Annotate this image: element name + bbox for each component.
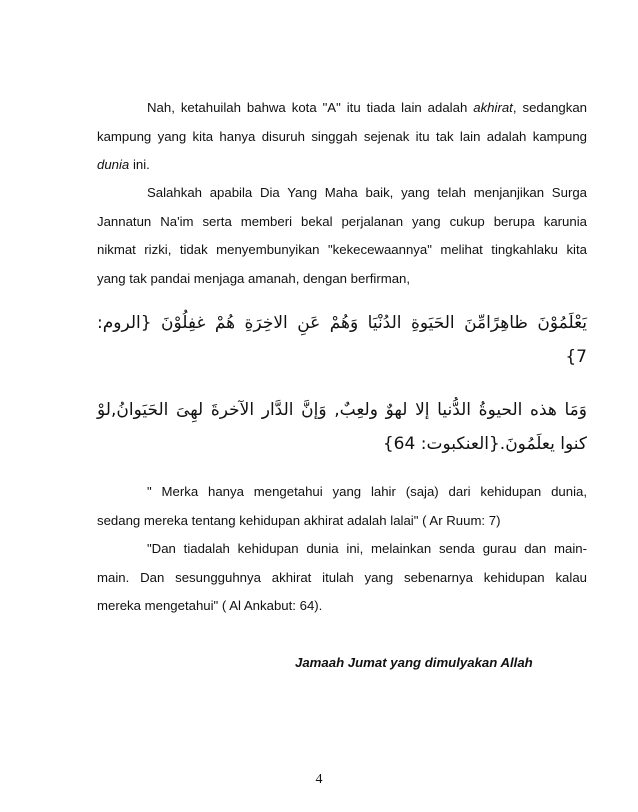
paragraph-1 xyxy=(97,94,587,180)
arabic-verse-ar-rum-line-1: يَعْلَمُوْنَ ظاهِرًامِّنَ الحَيَوةِ الدُنْيَا وَهُمْ عَنِ الاخِرَةِ هُمْ غفِلُوْنَ {الروم: xyxy=(97,313,587,333)
emphasis-dunia: dunia xyxy=(97,157,130,172)
arabic-verse-al-ankabut-line-2: كنوا يعلَمُونَ.{العنكبوت: 64} xyxy=(382,434,587,454)
paragraph-2-line-3: nikmat rizki, tidak menyembunyikan "kekecewaannya" melihat tingkahlaku kita xyxy=(97,242,587,257)
paragraph-1-line-1: Nah, ketahuilah bahwa kota "A" itu tiada lain adalah akhirat, sedangkan xyxy=(147,100,587,115)
arabic-verse-ar-rum-line-2: 7} xyxy=(565,347,587,367)
page-number: 4 xyxy=(315,772,323,787)
translation-ar-rum xyxy=(97,478,587,535)
translation-ar-rum-line-2: sedang mereka tentang kehidupan akhirat adalah lalai" ( Ar Ruum: 7) xyxy=(97,512,501,528)
arabic-verse-ar-rum xyxy=(97,306,587,374)
emphasis-akhirat: akhirat xyxy=(473,100,513,115)
paragraph-1-line-3: dunia ini. xyxy=(97,157,150,172)
paragraph-2-line-1: Salahkah apabila Dia Yang Maha baik, yang telah menjanjikan Surga xyxy=(147,185,587,200)
paragraph-2-line-2: Jannatun Na'im serta memberi bekal perjalanan yang cukup berupa karunia xyxy=(97,213,587,229)
translation-al-ankabut xyxy=(97,535,587,621)
translation-al-ankabut-line-2: main. Dan sesungguhnya akhirat itulah yang sebenarnya kehidupan kalau xyxy=(97,569,587,585)
translation-al-ankabut-line-3: mereka mengetahui" ( Al Ankabut: 64). xyxy=(97,598,323,613)
paragraph-2-line-4: yang tak pandai menjaga amanah, dengan berfirman, xyxy=(97,270,411,286)
paragraph-2 xyxy=(97,179,587,293)
closing-heading: Jamaah Jumat yang dimulyakan Allah xyxy=(295,655,533,670)
arabic-verse-al-ankabut xyxy=(97,393,587,461)
translation-ar-rum-line-1: " Merka hanya mengetahui yang lahir (saja) dari kehidupan dunia, xyxy=(147,484,587,499)
translation-al-ankabut-line-1: "Dan tiadalah kehidupan dunia ini, melainkan senda gurau dan main- xyxy=(147,541,587,556)
arabic-verse-al-ankabut-line-1: وَمَا هذه الحيوةُ الدُّنيا إلا لهوٌ ولعِبٌ, وَإنَّ الدَّار الآخرةَ لهِىَ الحَيَوانُ,لوْ xyxy=(97,400,587,420)
paragraph-1-line-2: kampung yang kita hanya disuruh singgah sejenak itu tak lain adalah kampung xyxy=(97,128,587,144)
